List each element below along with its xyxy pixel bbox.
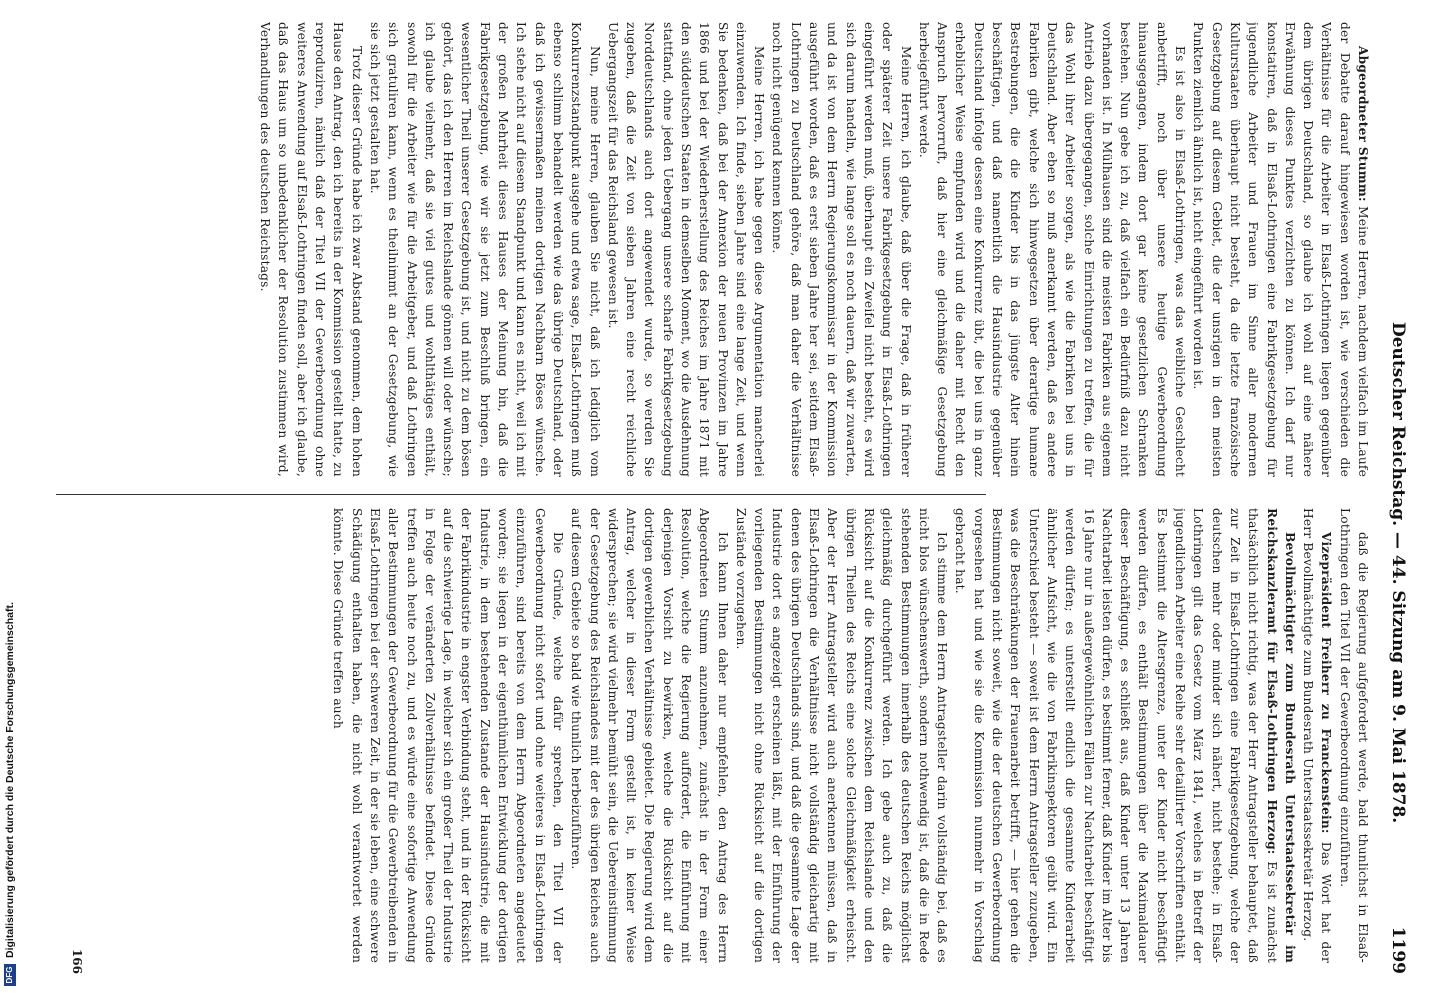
paragraph (256, 22, 366, 477)
signature-mark: 166 (70, 948, 84, 974)
paragraph-text: Ich stimme dem Herrn Antragsteller darin vollständig bei, daß es nicht blos wünschenswerth, sondern nothwendig ist, daß die in Rede stehenden Bestimmungen innerhalb des deutschen Reichs möglichst gleichmäßig durchgeführt werden. Ich gebe auch zu, daß die Rücksicht auf die Konkurrenz zwischen dem Reichslande und den übrigen Theilen des Reichs eine solche Gleichmäßigkeit erheischt. Aber der Herr Antragsteller wird auch anerkennen müssen, daß in Elsaß-Lothringen die Verhältnisse nicht vollständig gleichartig mit denen des übrigen Deutschlands sind, und daß die gesammte Lage der Industrie dort es angezeigt erscheinen läßt, mit der Einführung der vorliegenden Bestimmungen nicht ohne Rücksicht auf die dortigen Zustände vorzugehen. (733, 508, 950, 963)
rotated-page-content (66, 22, 1416, 982)
paragraph (1189, 22, 1372, 477)
paragraph (366, 22, 604, 477)
text-column-right (222, 22, 1372, 477)
paragraph (1335, 508, 1372, 963)
speaker-name: Vizepräsident Freiherr zu Franckenstein: (1319, 532, 1334, 834)
paragraph-text: Das Wort hat der Herr Bevollmächtigte zum Bundesrath Unterstaatssekretär Herzog. (1301, 508, 1334, 963)
column-divider (56, 494, 986, 495)
text-column-left (222, 508, 1372, 963)
paragraph-text: Es ist also in Elsaß-Lothringen, was das weibliche Geschlecht anbetrifft, noch über unsere heutige Gewerbeordnung hinausgegangen, indem dort gar keine gesetzlichen Schranken bestehen. Nun gebe ich zu, daß vielfach ein Bedürfniß dazu nicht vorhanden ist. In Mülhausen sind die meisten Fabriken aus eigenem Antrieb dazu übergegangen, solche Einrichtungen zu treffen, die für das Wohl ihrer Arbeiter sorgen, als wie die Fabriken bei uns in Deutschland. Aber eben so muß anerkannt werden, daß es andere Fabriken gibt, welche sich hinwegsetzen über derartige humane Bestrebungen, die die Kinder bis in das jüngste Alter hinein beschäftigen, und daß namentlich die Hausindustrie gegenüber Deutschland infolge dessen eine Konkurrenz übt, die bei uns in ganz erheblicher Weise empfunden wird und die daher mit Recht den Anspruch hervorruft, daß hier eine gleichmäßige Gesetzgebung herbeigeführt werde. (916, 22, 1188, 477)
paragraph-text: Meine Herren, nachdem vielfach im Laufe der Debatte darauf hingewiesen worden ist, wie verschieden die Verhältnisse für die Arbeiter in Elsaß-Lothringen liegen gegenüber dem übrigen Deutschland, so glaube ich wohl auf eine nähere Erwähnung dieses Punktes verzichten zu können. Ich darf nur konstatiren, daß in Elsaß-Lothringen eine Fabrikgesetzgebung für jugendliche Arbeiter und Frauen im Sinne aller modernen Kulturstaaten überhaupt nicht besteht, da die letzte französische Gesetzgebung auf diesem Gebiet, die der unsrigen in den meisten Punkten ziemlich ähnlich ist, nicht eingeführt worden ist. (1191, 22, 1370, 477)
paragraph-text: Nun, meine Herren, glauben Sie nicht, daß ich lediglich vom Konkurrenzstandpunkt ausgehe und etwa sage, Elsaß-Lothringen muß ebenso schlimm behandelt werden wie das übrige Deutschland, oder daß ich gewissermaßen meinen dortigen Nachbarn Böses wünsche. Ich stehe nicht auf diesem Standpunkt und kann es nicht, weil ich mit der großen Mehrheit dieses Hauses der Meinung bin, daß die Fabrikgesetzgebung, wie wir sie jetzt zum Beschluß bringen, ein wesentlicher Theil unserer Gesetzgebung ist, und nicht zu dem bösen gehört, das ich den Herren im Reichslande gönnen will oder wünsche; ich glaube vielmehr, daß sie viel gutes und wohlthätiges enthält, sowohl für die Arbeiter wie für die Arbeitgeber, und daß Lothringen sich gratuliren kann, wenn es theilnimmt an der Gesetzgebung, wie sie sich jetzt gestalten hat. (367, 22, 602, 477)
credit-text: Digitalisierung gefördert durch die Deutsche Forschungsgemeinschaft. (4, 602, 16, 958)
paragraph-text: Meine Herren, ich glaube, daß über die Frage, daß in früherer oder späterer Zeit unsere Fabrikgesetzgebung in Elsaß-Lothringen eingeführt werden muß, überhaupt ein Zweifel nicht besteht, es wird sich darum handeln, wie lange soll es noch dauern, daß wir zuwarten, und da ist von dem Herrn Regierungskommissar in der Kommission ausgeführt worden, daß es erst sieben Jahre her sei, seitdem Elsaß-Lothringen zu Deutschland gehöre, daß man daher die Verhältnisse noch nicht genügend kennen könne. (770, 22, 913, 477)
speaker-name: Bevollmächtigter zum Bundesrath Unterstaatssekretär im Reichskanzleramt für Elsaß-Lothringen Herzog: (1264, 508, 1297, 963)
paragraph-text: Trotz dieser Gründe habe ich zwar Abstand genommen, dem hohen Hause den Antrag, den ich bereits in der Kommission gestellt hatte, zu reproduziren, nämlich daß der Titel VII der Gewerbeordnung ohne weiteres Anwendung auf Elsaß-Lothringen finden soll, aber ich glaube, daß das Haus um so unbedenklicher der Resolution zustimmen wird, Verhandlungen des deutschen Reichstags. (258, 22, 364, 477)
paragraph-text: Es ist zunächst thatsächlich nicht richtig, was der Herr Antragsteller behauptet, daß zur Zeit in Elsaß-Lothringen eine Fabrikgesetzgebung, welche der deutschen mehr oder minder sich nähert, nicht bestehe; in Elsaß-Lothringen gilt das Gesetz vom März 1841, welches in Betreff der jugendlichen Arbeiter eine Reihe sehr detaillirter Vorschriften enthält. Es bestimmt die Altersgrenze, unter der Kinder nicht beschäftigt werden dürfen, es enthält Bestimmungen über die Maximaldauer dieser Beschäftigung, es schließt aus, daß Kinder unter 13 Jahren Nachtarbeit leisten dürfen, es bestimmt ferner, daß Kinder im Alter bis 16 Jahre nur in außergewöhnlichen Fällen zur Nachtarbeit beschäftigt werden dürfen; es unterstellt endlich die gesammte Kinderarbeit ähnlicher Aufsicht, wie die von Fabrikinspektoren geübt wird. Ein Unterschied besteht — soweit ist dem Herrn Antragsteller zuzugeben, was die Beschränkungen der Frauenarbeit betrifft, — hier gehen die Bestimmungen nicht soweit, wie die der deutschen Gewerbeordnung vorgesehen hat und wie sie die Kommission nunmehr in Vorschlag gebracht hat. (953, 508, 1279, 963)
paragraph-text: Ich kann Ihnen daher nur empfehlen, den Antrag des Herrn Abgeordneten Stumm anzunehmen, zunächst in der Form einer Resolution, welche die Regierung auffordert, die Einführung mit derjenigen Vorsicht zu bewirken, welche die Rücksicht auf die dortigen gewerblichen Verhältnisse gebietet. Die Regierung wird dem Antrag, welcher in dieser Form gestellt ist, in keiner Weise widersprechen; sie wird vielmehr bemüht sein, die Uebereinstimmung der Gesetzgebung des Reichslandes mit der des übrigen Reiches auch auf diesem Gebiete so bald wie thunlich herbeizuführen. (569, 508, 730, 963)
page-number: 1199 (1388, 926, 1408, 974)
digitization-credit (0, 0, 20, 1000)
paragraph (604, 22, 769, 477)
paragraph-text: Meine Herren, ich habe gegen diese Argumentation mancherlei einzuwenden. Ich finde, sieben Jahre sind eine lange Zeit, und wenn Sie bedenken, daß bei der Annexion der neuen Provinzen im Jahre 1866 und bei der Wiederherstellung des Reiches im Jahre 1871 mit den süddeutschen Staaten in demselben Moment, wo die Ausdehnung stattfand, ohne jeden Uebergang unsere scharfe Fabrikgesetzgebung Norddeutschlands auch dort angewendet wurde, so werden Sie zugeben, daß die Zeit von sieben Jahren eine recht reichliche Uebergangszeit für das Reichsland gewesen ist. (605, 22, 767, 477)
speaker-name: Abgeordneter Stumm: (1356, 46, 1370, 202)
paragraph (1299, 508, 1336, 963)
paragraph-text: Die Gründe, welche dafür sprechen, den Titel VII der Gewerbeordnung nicht sofort und ohne weiteres in Elsaß-Lothringen einzuführen, sind bereits von dem Herrn Abgeordneten angedeutet worden; sie liegen in der eigenthümlichen Entwicklung der dortigen Industrie, in dem bestehenden Zustande der Hausindustrie, die mit der Fabrikindustrie in engster Verbindung steht, und in der Rücksicht auf die schwierige Lage, in welcher sich ein großer Theil der Industrie in Folge der veränderten Zollverhältnisse befindet. Diese Gründe treffen auch heute noch zu, und es würde eine sofortige Anwendung aller Bestimmungen der Gewerbeordnung für die Gewerbtreibenden in Elsaß-Lothringen bei der schweren Zeit, in der sie leben, eine schwere Schädigung enthalten haben, die nicht wohl verantwortet werden könnte. Diese Gründe treffen auch (331, 508, 565, 963)
paragraph (915, 22, 1189, 477)
paragraph (768, 22, 914, 477)
paragraph (329, 508, 567, 963)
paragraph-text: daß die Regierung aufgefordert werde, bald thunlichst in Elsaß-Lothringen den Titel VII der Gewerbeordnung einzuführen. (1337, 508, 1370, 963)
page-title: Deutscher Reichstag. — 44. Sitzung am 9. Mai 1878. (1388, 322, 1408, 824)
paragraph (567, 508, 732, 963)
paragraph (732, 508, 952, 963)
paragraph (951, 508, 1299, 963)
page-header (1382, 22, 1416, 982)
dfg-logo-icon: DFG (4, 964, 16, 986)
